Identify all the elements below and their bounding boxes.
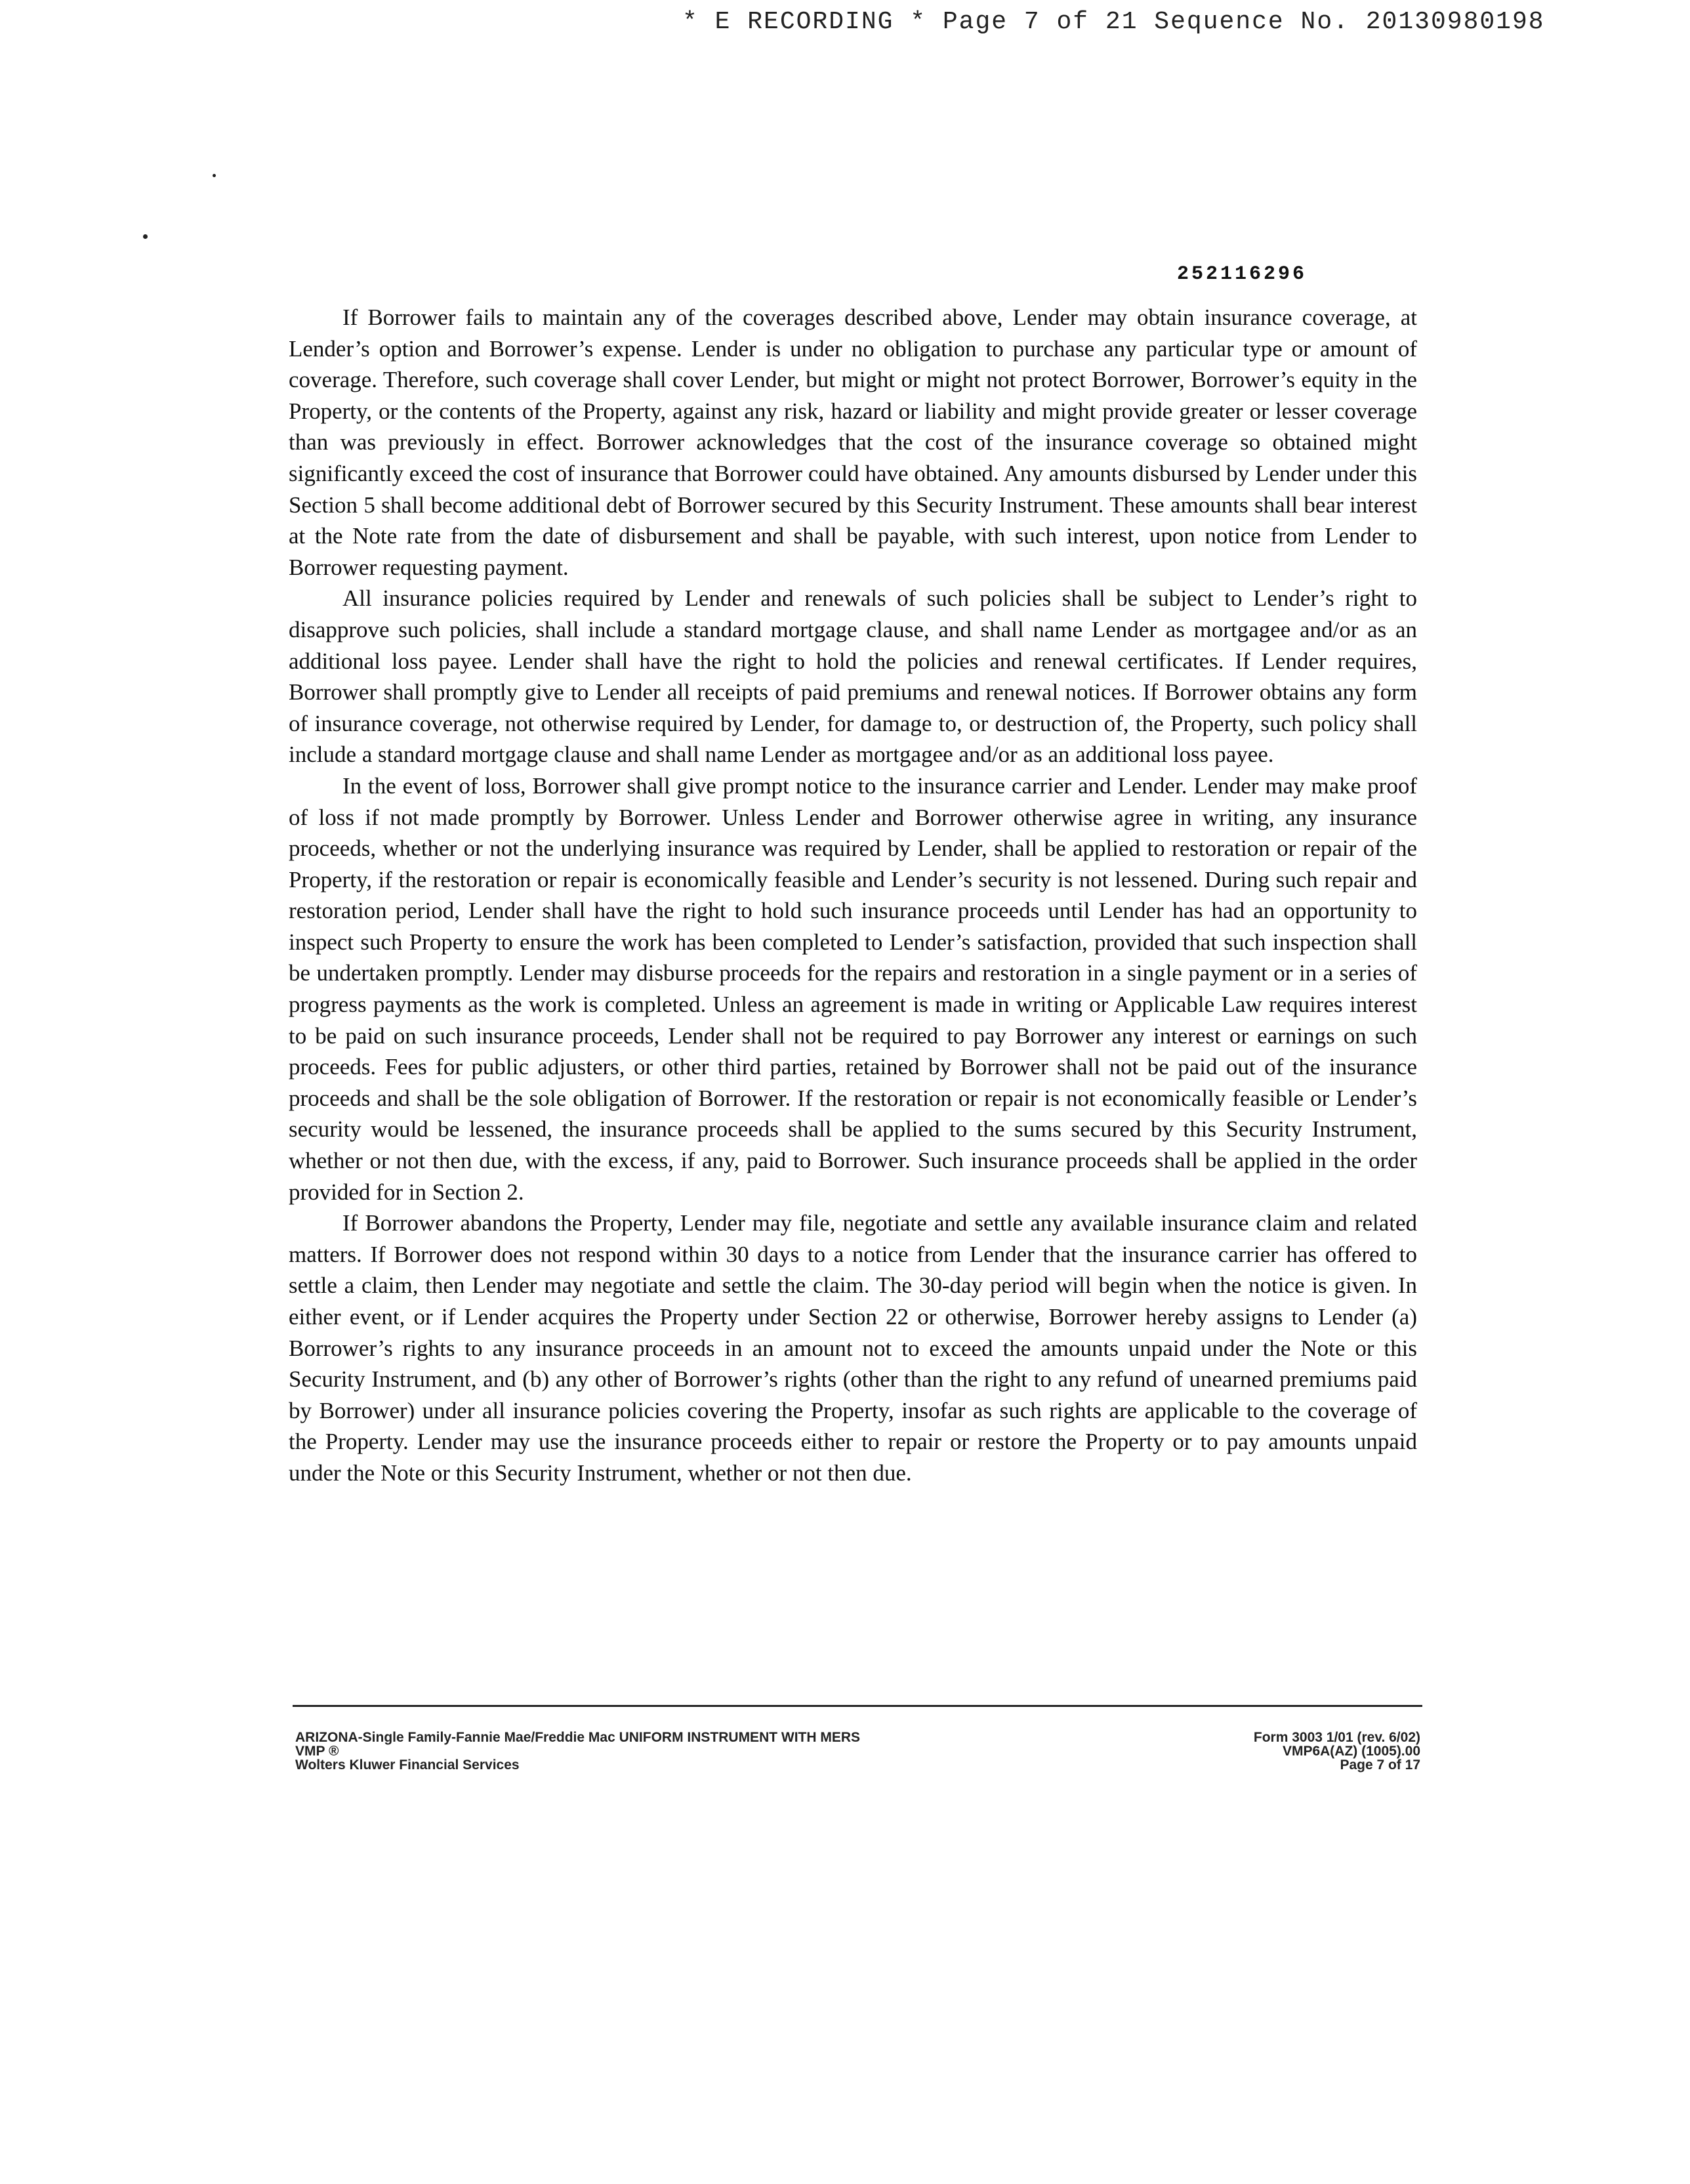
paragraph-event-of-loss: In the event of loss, Borrower shall give prompt notice to the insurance carrier and Lender. Lender may make proof of loss if not made promptly by Borrower. Unless Lender and Borrower otherwise agree in writing, any insurance proceeds, whether or not the underlying insurance was required by Lender, shall be applied to restoration or repair of the Property, if the restoration or repair is economically feasible and Lender’s security is not lessened. During such repair and restoration period, Lender shall have the right to hold such insurance proceeds until Lender has had an opportunity to inspect such Property to ensure the work has been completed to Lender’s satisfaction, provided that such inspection shall be undertaken promptly. Lender may disburse proceeds for the repairs and restoration in a single payment or in a series of progress payments as the work is completed. Unless an agreement is made in writing or Applicable Law requires interest to be paid on such insurance proceeds, Lender shall not be required to pay Borrower any interest or earnings on such proceeds. Fees for public adjusters, or other third parties, retained by Borrower shall not be paid out of the insurance proceeds and shall be the sole obligation of Borrower. If the restoration or repair is not economically feasible or Lender’s security would be lessened, the insurance proceeds shall be applied to the sums secured by this Security Instrument, whether or not then due, with the excess, if any, paid to Borrower. Such insurance proceeds shall be applied in the order provided for in Section 2. (289, 772, 1417, 1205)
footer-form-identifiers (1254, 1731, 1420, 1772)
loan-number: 252116296 (1177, 263, 1308, 285)
footer-form-code: VMP6A(AZ) (1005).00 (1282, 1744, 1420, 1759)
footer-form-description (295, 1731, 860, 1772)
footer-vmp-mark: VMP ® (295, 1744, 339, 1759)
footer-publisher: Wolters Kluwer Financial Services (295, 1757, 520, 1773)
paragraph-lender-obtain-coverage: If Borrower fails to maintain any of the coverages described above, Lender may obtain insurance coverage, at Lender’s option and Borrower’s expense. Lender is under no obligation to purchase any particular type or amount of coverage. Therefore, such coverage shall cover Lender, but might or might not protect Borrower, Borrower’s equity in the Property, or the contents of the Property, against any risk, hazard or liability and might provide greater or lesser coverage than was previously in effect. Borrower acknowledges that the cost of the insurance coverage so obtained might significantly exceed the cost of insurance that Borrower could have obtained. Any amounts disbursed by Lender under this Section 5 shall become additional debt of Borrower secured by this Security Instrument. These amounts shall bear interest at the Note rate from the date of disbursement and shall be payable, with such interest, upon notice from Lender to Borrower requesting payment. (289, 304, 1417, 580)
scan-speck (213, 174, 216, 177)
scan-speck (143, 234, 148, 239)
footer-instrument-title: ARIZONA-Single Family-Fannie Mae/Freddie Mac UNIFORM INSTRUMENT WITH MERS (295, 1730, 861, 1745)
footer-page-number: Page 7 of 17 (1340, 1757, 1420, 1773)
paragraph-abandonment: If Borrower abandons the Property, Lender may file, negotiate and settle any available insurance claim and related matters. If Borrower does not respond within 30 days to a notice from Lender that the insurance carrier has offered to settle a claim, then Lender may negotiate and settle the claim. The 30-day period will begin when the notice is given. In either event, or if Lender acquires the Property under Section 22 or otherwise, Borrower hereby assigns to Lender (a) Borrower’s rights to any insurance proceeds in an amount not to exceed the amounts unpaid under the Note or this Security Instrument, and (b) any other of Borrower’s rights (other than the right to any refund of unearned premiums paid by Borrower) under all insurance policies covering the Property, insofar as such rights are applicable to the coverage of the Property. Lender may use the insurance proceeds either to repair or restore the Property or to pay amounts unpaid under the Note or this Security Instrument, whether or not then due. (289, 1210, 1417, 1486)
document-body (289, 302, 1417, 1489)
footer-form-number: Form 3003 1/01 (rev. 6/02) (1253, 1730, 1420, 1745)
recording-stamp: * E RECORDING * Page 7 of 21 Sequence No. 20130980198 (682, 8, 1545, 36)
footer-divider (293, 1705, 1422, 1707)
paragraph-policy-requirements: All insurance policies required by Lender and renewals of such policies shall be subject to Lender’s right to disapprove such policies, shall include a standard mortgage clause, and shall name Lender as mortgagee and/or as an additional loss payee. Lender shall have the right to hold the policies and renewal certificates. If Lender requires, Borrower shall promptly give to Lender all receipts of paid premiums and renewal notices. If Borrower obtains any form of insurance coverage, not otherwise required by Lender, for damage to, or destruction of, the Property, such policy shall include a standard mortgage clause and shall name Lender as mortgagee and/or as an additional loss payee. (289, 585, 1417, 768)
